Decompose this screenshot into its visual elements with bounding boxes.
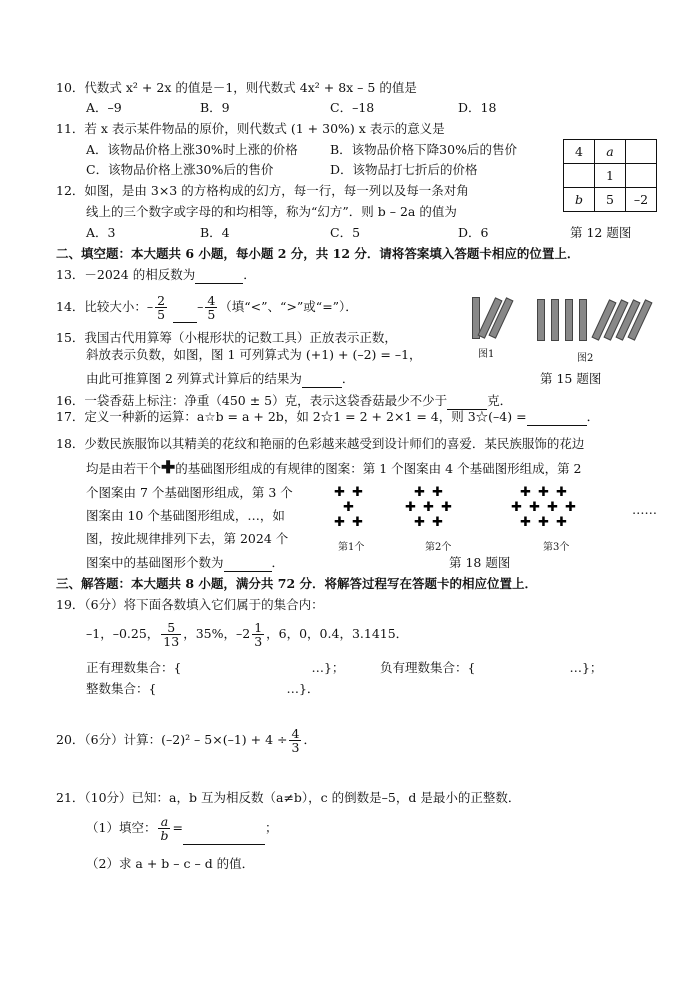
cross-shape-icon: ✚ xyxy=(414,485,425,500)
cross-shape-icon: ✚ xyxy=(556,485,567,500)
numerator: 4 xyxy=(291,726,300,741)
q18-line5: 图，按此规律排列下去，第 2024 个 xyxy=(86,531,289,546)
set-label: 整数集合：{ xyxy=(86,681,157,696)
cross-shape-icon: ✚ xyxy=(556,515,567,530)
q18-line6-text: 图案中的基础图形个数为 xyxy=(86,555,224,570)
denominator: 13 xyxy=(163,634,180,649)
cross-shape-icon: ✚ xyxy=(352,515,363,530)
rod xyxy=(537,299,545,341)
cross-shape-icon: ✚ xyxy=(161,458,176,478)
q11-option-c: C．该物品价格上涨30%后的售价 xyxy=(86,162,274,177)
cross-shape-icon: ✚ xyxy=(405,500,416,515)
q13-answer-blank[interactable] xyxy=(195,267,243,284)
q18-ellipsis: …… xyxy=(632,502,657,517)
cross-shape-icon: ✚ xyxy=(343,500,354,515)
cross-shape-icon: ✚ xyxy=(441,500,452,515)
cross-shape-icon: ✚ xyxy=(538,515,549,530)
q21-part1-label: （1）填空： xyxy=(86,820,157,835)
denominator: 3 xyxy=(291,740,300,755)
cross-shape-icon: ✚ xyxy=(529,500,540,515)
q12-stem-line2: 线上的三个数字或字母的和均相等，称为“幻方”．则 b – 2a 的值为 xyxy=(86,204,457,219)
q19-set-positive xyxy=(86,660,344,676)
q15-line1: 15．我国古代用算筹（小棍形状的记数工具）正放表示正数， xyxy=(56,330,397,345)
cross-shape-icon: ✚ xyxy=(423,500,434,515)
q20-expression: (–2)² – 5×(–1) + 4 ÷ xyxy=(161,732,288,747)
q19-numbers-b: ，35%，–2 xyxy=(183,626,251,641)
q19-numbers-a: –1，–0.25， xyxy=(86,626,160,641)
rod xyxy=(565,299,573,341)
magic-cell xyxy=(626,164,657,188)
q11-option-a: A．该物品价格上涨30%时上涨的价格 xyxy=(86,142,298,157)
q12-stem-line1: 12．如图，是由 3×3 的方格构成的幻方，每一行，每一列以及每一条对角 xyxy=(56,183,469,198)
cross-shape-icon: ✚ xyxy=(352,485,363,500)
fraction xyxy=(252,621,264,648)
equals-sign: = xyxy=(172,820,183,835)
q14-answer-blank[interactable] xyxy=(173,292,197,323)
numerator: a xyxy=(158,815,170,829)
q10-option-d: D．18 xyxy=(458,100,497,115)
magic-cell: –2 xyxy=(626,188,657,212)
fraction xyxy=(289,727,301,754)
denominator: 3 xyxy=(254,634,263,649)
q14-text: 14．比较大小：– xyxy=(56,299,154,314)
set-end: …}． xyxy=(286,681,320,696)
q16-post: 克． xyxy=(487,393,513,408)
fraction xyxy=(205,294,217,321)
q21-part2: （2）求 a + b – c – d 的值． xyxy=(86,856,255,871)
q18-answer-blank[interactable] xyxy=(224,555,272,572)
q20-stem: 20．（6分）计算： xyxy=(56,732,162,747)
set-end: …}； xyxy=(311,660,345,675)
q11-stem: 11．若 x 表示某件物品的原价，则代数式 (1 + 30%) x 表示的意义是 xyxy=(56,121,445,136)
q17-text: 17．定义一种新的运算：a☆b = a + 2b，如 2☆1 = 2 + 2×1 = 4，则 3☆(–4) = xyxy=(56,409,527,424)
q15-figure-caption: 第 15 题图 xyxy=(540,371,602,386)
q10-option-a: A．–9 xyxy=(86,100,122,115)
denominator: 5 xyxy=(157,307,166,322)
q15-fig2-label: 图2 xyxy=(577,353,594,364)
q18-line2-a: 均是由若干个 xyxy=(86,461,162,476)
q19-numbers-c: ，6，0，0.4̇，3.1415． xyxy=(266,626,409,641)
q13-post: ． xyxy=(243,267,256,282)
q10-option-b: B．9 xyxy=(200,100,230,115)
q21-part1-post: ； xyxy=(264,820,278,835)
denominator: 5 xyxy=(207,307,216,322)
q12-option-b: B．4 xyxy=(200,225,230,240)
minus-sign: – xyxy=(197,299,204,314)
q18-line2-b: 的基础图形组成的有规律的图案：第 1 个图案由 4 个基础图形组成，第 2 xyxy=(175,461,582,476)
q21-stem: 21．（10分）已知：a，b 互为相反数（a≠b），c 的倒数是–5，d 是最小的正整数． xyxy=(56,790,521,805)
q15-fig1-label: 图1 xyxy=(478,349,495,360)
q18-line2 xyxy=(86,460,582,477)
q18-line4: 图案由 10 个基础图形组成，…，如 xyxy=(86,508,285,523)
cross-shape-icon: ✚ xyxy=(334,515,345,530)
q18-line3: 个图案由 7 个基础图形组成，第 3 个 xyxy=(86,485,293,500)
magic-cell: b xyxy=(564,188,595,212)
q17-answer-blank[interactable] xyxy=(527,409,587,426)
cross-shape-icon: ✚ xyxy=(334,485,345,500)
magic-cell: 1 xyxy=(595,164,626,188)
q10-stem: 10．代数式 x² + 2x 的值是－1，则代数式 4x² + 8x – 5 的值是 xyxy=(56,80,417,95)
fraction xyxy=(155,294,167,321)
magic-cell: a xyxy=(595,140,626,164)
q20-line xyxy=(56,724,316,756)
q19-set-integer xyxy=(86,681,319,697)
q19-set-negative xyxy=(380,660,602,676)
cross-shape-icon: ✚ xyxy=(520,485,531,500)
q16-line xyxy=(56,393,512,410)
q15-line3 xyxy=(86,371,354,388)
rod xyxy=(551,299,559,341)
q18-caption-3: 第3个 xyxy=(543,542,570,553)
section-2-heading: 二、填空题：本大题共 6 小题，每小题 2 分，共 12 分．请将答案填入答题卡相应的位置上． xyxy=(56,246,580,261)
magic-cell xyxy=(626,140,657,164)
q10-option-c: C．–18 xyxy=(330,100,375,115)
set-label: 负有理数集合：{ xyxy=(380,660,476,675)
fraction xyxy=(161,621,181,648)
set-end: …}； xyxy=(569,660,603,675)
q14-hint: （填“<”、“>”或“=”）． xyxy=(219,299,358,314)
q14-line xyxy=(56,292,358,323)
cross-shape-icon: ✚ xyxy=(511,500,522,515)
magic-cell xyxy=(564,164,595,188)
cross-shape-icon: ✚ xyxy=(565,500,576,515)
q18-post: ． xyxy=(271,555,285,570)
q18-line6 xyxy=(86,555,284,572)
q15-line2: 斜放表示负数，如图，图 1 可列算式为 (+1) + (–2) = –1， xyxy=(86,347,422,362)
q15-line3-text: 由此可推算图 2 列算式计算后的结果为 xyxy=(86,371,302,386)
q18-caption-1: 第1个 xyxy=(338,542,365,553)
section-3-heading: 三、解答题：本大题共 8 小题，满分共 72 分．将解答过程写在答题卡的相应位置上． xyxy=(56,576,538,591)
q15-answer-blank[interactable] xyxy=(302,371,342,388)
q11-option-b: B．该物品价格下降30%后的售价 xyxy=(330,142,517,157)
cross-shape-icon: ✚ xyxy=(432,515,443,530)
q12-figure-caption: 第 12 题图 xyxy=(570,225,632,240)
q12-option-c: C．5 xyxy=(330,225,361,240)
magic-cell: 4 xyxy=(564,140,595,164)
set-label: 正有理数集合：{ xyxy=(86,660,182,675)
rod xyxy=(579,299,587,341)
q18-figure-caption: 第 18 题图 xyxy=(449,555,511,570)
q17-post: ． xyxy=(586,409,600,424)
q18-line1: 18．少数民族服饰以其精美的花纹和艳丽的色彩越来越受到设计师们的喜爱．某民族服饰的花边 xyxy=(56,436,585,451)
cross-shape-icon: ✚ xyxy=(432,485,443,500)
q13-text: 13．－2024 的相反数为 xyxy=(56,267,196,282)
q21-part1 xyxy=(86,812,277,845)
q11-option-d: D．该物品打七折后的价格 xyxy=(330,162,478,177)
q12-option-a: A．3 xyxy=(86,225,116,240)
q16-text: 16．一袋香菇上标注：净重（450 ± 5）克，表示这袋香菇最少不少于 xyxy=(56,393,448,408)
q17-line xyxy=(56,409,599,426)
cross-shape-icon: ✚ xyxy=(538,485,549,500)
numerator: 1 xyxy=(254,620,263,635)
q21-answer-blank[interactable] xyxy=(183,812,265,845)
q19-numbers xyxy=(86,618,408,650)
magic-cell: 5 xyxy=(595,188,626,212)
fraction xyxy=(158,815,170,842)
q20-post: ． xyxy=(303,732,316,747)
q19-stem: 19．（6分）将下面各数填入它们属于的集合内： xyxy=(56,597,324,612)
q12-option-d: D．6 xyxy=(458,225,489,240)
q18-caption-2: 第2个 xyxy=(425,542,452,553)
numerator: 5 xyxy=(161,621,181,635)
q13-line xyxy=(56,267,256,284)
denominator: b xyxy=(160,828,169,843)
cross-shape-icon: ✚ xyxy=(520,515,531,530)
cross-shape-icon: ✚ xyxy=(414,515,425,530)
numerator: 2 xyxy=(157,293,166,308)
cross-shape-icon: ✚ xyxy=(547,500,558,515)
magic-square xyxy=(563,139,657,212)
q16-answer-blank[interactable] xyxy=(447,393,487,410)
numerator: 4 xyxy=(207,293,216,308)
q15-post: ． xyxy=(341,371,355,386)
